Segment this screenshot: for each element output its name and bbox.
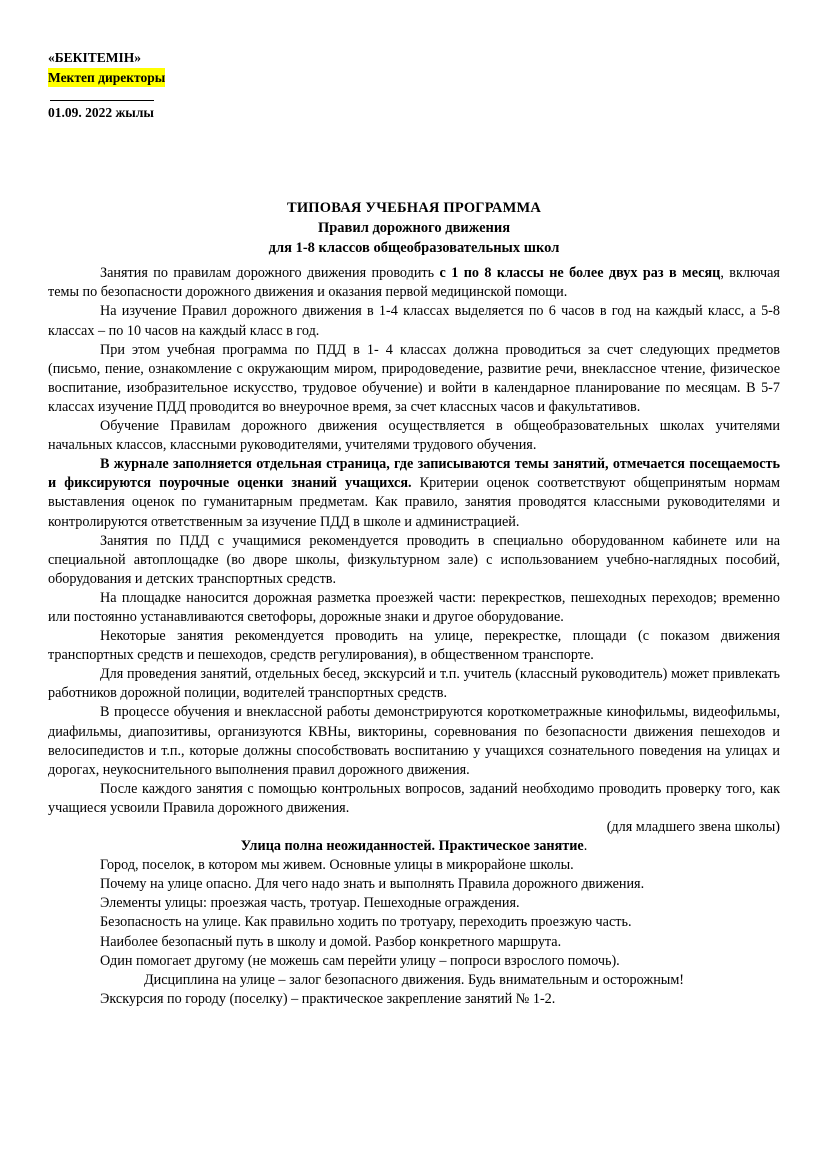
body-paragraph [48,302,780,340]
text-run: На площадке наносится дорожная разметка проезжей части: перекрестков, пешеходных переходов; временно или постоянно устанавливаются светофоры, дорожные знаки и другое оборудование. [48,589,780,625]
signature-rule [50,100,154,101]
approval-block [48,48,780,87]
body-paragraph [48,627,780,665]
text-run: , включая темы по безопасности дорожного движения и оказания первой медицинской помощи. [48,265,780,301]
title-line-3: для 1-8 классов общеобразовательных школ [268,239,560,256]
approval-role-highlighted: Мектеп директоры [48,68,165,88]
body-paragraph [48,780,780,818]
lesson-subheading-bold: Улица полна неожиданностей. Практическое занятие [240,838,584,855]
document-title [48,199,780,258]
body-paragraph [48,665,780,703]
body-paragraph [48,341,780,417]
title-line-1: ТИПОВАЯ УЧЕБНАЯ ПРОГРАММА [286,200,542,217]
body-paragraph [48,532,780,589]
body-paragraph [48,703,780,779]
text-run: Занятия по правилам дорожного движения проводить [100,265,440,282]
body-paragraph [48,264,780,302]
approval-role-wrapper [48,68,780,88]
text-run: После каждого занятия с помощью контрольных вопросов, заданий необходимо проводить проверку того, как учащиеся усвоили Правила дорожного движения. [48,780,780,816]
body-paragraph [48,455,780,531]
lesson-topic-line: Безопасность на улице. Как правильно ходить по тротуару, переходить проезжую часть. [100,914,632,931]
lesson-topic-line: Экскурсия по городу (поселку) – практическое закрепление занятий № 1-2. [100,990,556,1007]
lesson-topic-list [48,856,780,1009]
text-run: Некоторые занятия рекомендуется проводить на улице, перекрестке, площади (с показом движения транспортных средств и пешеходов, средств регулирования), в общественном транспорте. [48,628,780,664]
approval-heading: «БЕКІТЕМІН» [48,50,141,65]
text-run: Критерии оценок соответствуют общепринятым нормам выставления оценок по гуманитарным предметам. Как правило, занятия проводятся классными руководителями и контролируются ответственным за изучение ПДД в школе и администрацией. [48,475,780,530]
lesson-topic-line: Наиболее безопасный путь в школу и домой. Разбор конкретного маршрута. [100,933,562,950]
lesson-topic-line: Город, поселок, в котором мы живем. Основные улицы в микрорайоне школы. [100,857,574,874]
lesson-subheading [48,837,780,856]
body-paragraph [48,589,780,627]
text-run: При этом учебная программа по ПДД в 1- 4 классах должна проводиться за счет следующих предметов (письмо, пение, ознакомление с окружающим миром, природоведение, развитие речи, внеклассное чтение, физическое воспитание, изобразительное искусство, трудовое обучение) и войти в календарное планирование по месяцам. В 5-7 классах изучение ПДД проводится во внеурочное время, за счет классных часов и факультативов. [48,341,780,415]
document-body [48,264,780,818]
emphasis-run: В журнале заполняется отдельная страница, где записываются темы занятий, отмечается посещаемость и фиксируются поурочные оценки знаний учащихся. [48,456,780,492]
emphasis-run: с 1 по 8 классы не более двух раз в месяц [439,265,721,282]
approval-date: 01.09. 2022 жылы [48,105,154,121]
body-paragraph [48,417,780,455]
audience-note: (для младшего звена школы) [606,819,780,835]
text-run: В процессе обучения и внеклассной работы демонстрируются короткометражные кинофильмы, видеофильмы, диафильмы, диапозитивы, организуются КВНы, викторины, соревнования по безопасности движения пешеходов и велосипедистов и т.п., которые должны способствовать воспитанию у учащихся сознательного поведения на улицах и дорогах, неукоснительного выполнения правил дорожного движения. [48,704,780,778]
lesson-topic-line: Почему на улице опасно. Для чего надо знать и выполнять Правила дорожного движения. [100,876,645,893]
text-run: Для проведения занятий, отдельных бесед, экскурсий и т.п. учитель (классный руководитель) может привлекать работников дорожной полиции, водителей транспортных средств. [48,666,780,702]
lesson-topic-line: Дисциплина на улице – залог безопасного движения. Будь внимательным и осторожным! [143,971,685,988]
title-line-2: Правил дорожного движения [317,219,511,236]
text-run: На изучение Правил дорожного движения в 1-4 классах выделяется по 6 часов в год на каждый класс, а 5-8 классах – по 10 часов на каждый класс в год. [48,303,780,339]
text-run: Занятия по ПДД с учащимися рекомендуется проводить в специально оборудованном кабинете или на специальной автоплощадке (во дворе школы, физкультурном зале) с использованием учебно-наглядных пособий, оборудования и детских транспортных средств. [48,532,780,587]
lesson-subheading-tail: . [583,838,588,855]
lesson-topic-line: Один помогает другому (не можешь сам перейти улицу – попроси взрослого помочь). [100,952,620,969]
lesson-topic-line: Элементы улицы: проезжая часть, тротуар. Пешеходные ограждения. [100,895,520,912]
text-run: Обучение Правилам дорожного движения осуществляется в общеобразовательных школах учителями начальных классов, классными руководителями, учителями трудового обучения. [48,418,780,454]
